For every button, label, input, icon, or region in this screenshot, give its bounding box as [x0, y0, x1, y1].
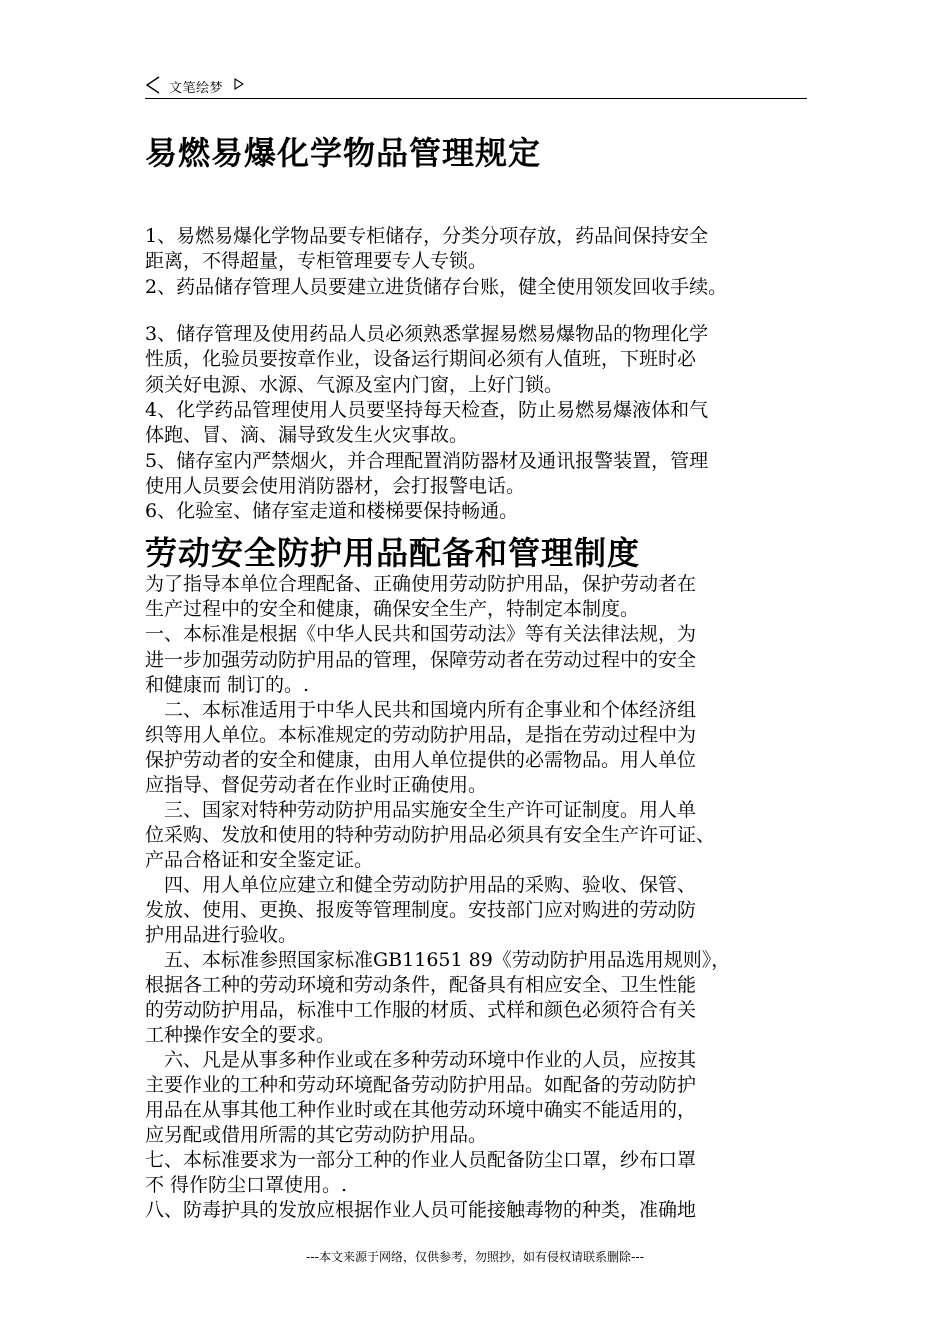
text-line: 使用人员要会使用消防器材，会打报警电话。 — [145, 475, 526, 497]
text-line: 保护劳动者的安全和健康，由用人单位提供的必需物品。用人单位 — [145, 749, 697, 771]
text-line: 五、本标准参照国家标准GB11651 89《劳动防护用品选用规则》， — [145, 949, 731, 971]
text-line: 织等用人单位。本标准规定的劳动防护用品，是指在劳动过程中为 — [145, 724, 697, 746]
text-line: 和健康而 制订的。. — [145, 674, 310, 696]
text-line: 5、储存室内严禁烟火，并合理配置消防器材及通讯报警装置，管理 — [145, 450, 709, 472]
triangle-right-icon — [234, 78, 244, 90]
text-line: 工种操作安全的要求。 — [145, 1024, 336, 1046]
text-line: 发放、使用、更换、报废等管理制度。安技部门应对购进的劳动防 — [145, 899, 697, 921]
brand-label: 文笔绘梦 — [169, 81, 224, 96]
text-line: 产品合格证和安全鉴定证。 — [145, 849, 374, 871]
text-line: 根据各工种的劳动环境和劳动条件，配备具有相应安全、卫生性能 — [145, 974, 697, 996]
text-line: 应另配或借用所需的其它劳动防护用品。 — [145, 1124, 488, 1146]
text-line: 1、易燃易爆化学物品要专柜储存，分类分项存放，药品间保持安全 — [145, 225, 709, 247]
page-header — [145, 74, 807, 99]
text-line: 进一步加强劳动防护用品的管理，保障劳动者在劳动过程中的安全 — [145, 649, 697, 671]
text-line: 距离，不得超量，专柜管理要专人专锁。 — [145, 250, 488, 272]
text-line: 体跑、冒、滴、漏导致发生火灾事故。 — [145, 424, 469, 446]
text-line: 的劳动防护用品，标准中工作服的材质、式样和颜色必须符合有关 — [145, 999, 697, 1021]
text-line: 用品在从事其他工种作业时或在其他劳动环境中确实不能适用的， — [145, 1099, 697, 1121]
text-line: 八、防毒护具的发放应根据作业人员可能接触毒物的种类，准确地 — [145, 1199, 697, 1221]
text-line: 二、本标准适用于中华人民共和国境内所有企事业和个体经济组 — [145, 699, 697, 721]
text-line: 应指导、督促劳动者在作业时正确使用。 — [145, 774, 488, 796]
text-line: 4、化学药品管理使用人员要坚持每天检查，防止易燃易爆液体和气 — [145, 399, 709, 421]
text-line: 不 得作防尘口罩使用。. — [145, 1174, 348, 1196]
text-line: 须关好电源、水源、气源及室内门窗，上好门锁。 — [145, 374, 564, 396]
text-line: 一、本标准是根据《中华人民共和国劳动法》等有关法律法规，为 — [145, 623, 697, 645]
triangle-left-icon — [145, 76, 161, 94]
text-line: 2、药品储存管理人员要建立进货储存台账，健全使用领发回收手续。 — [145, 276, 728, 298]
text-line: 主要作业的工种和劳动环境配备劳动防护用品。如配备的劳动防护 — [145, 1074, 697, 1096]
text-line: 四、用人单位应建立和健全劳动防护用品的采购、验收、保管、 — [145, 874, 697, 896]
text-line: 6、化验室、储存室走道和楼梯要保持畅通。 — [145, 500, 519, 522]
text-line: 生产过程中的安全和健康，确保安全生产，特制定本制度。 — [145, 598, 640, 620]
text-line: 三、国家对特种劳动防护用品实施安全生产许可证制度。用人单 — [145, 799, 697, 821]
text-line: 性质，化验员要按章作业，设备运行期间必须有人值班，下班时必 — [145, 348, 697, 370]
section-title-labor-protection: 劳动安全防护用品配备和管理制度 — [145, 534, 641, 572]
text-line: 护用品进行验收。 — [145, 924, 298, 946]
text-line: 3、储存管理及使用药品人员必须熟悉掌握易燃易爆物品的物理化学 — [145, 323, 709, 345]
text-line: 七、本标准要求为一部分工种的作业人员配备防尘口罩，纱布口罩 — [145, 1149, 697, 1171]
document-title: 易燃易爆化学物品管理规定 — [145, 134, 542, 172]
text-line: 六、凡是从事多种作业或在多种劳动环境中作业的人员，应按其 — [145, 1049, 697, 1071]
text-line: 为了指导本单位合理配备、正确使用劳动防护用品，保护劳动者在 — [145, 573, 697, 595]
footer-disclaimer: ---本文来源于网络，仅供参考，勿照抄，如有侵权请联系删除--- — [306, 1250, 644, 1264]
text-line: 位采购、发放和使用的特种劳动防护用品必须具有安全生产许可证、 — [145, 824, 716, 846]
